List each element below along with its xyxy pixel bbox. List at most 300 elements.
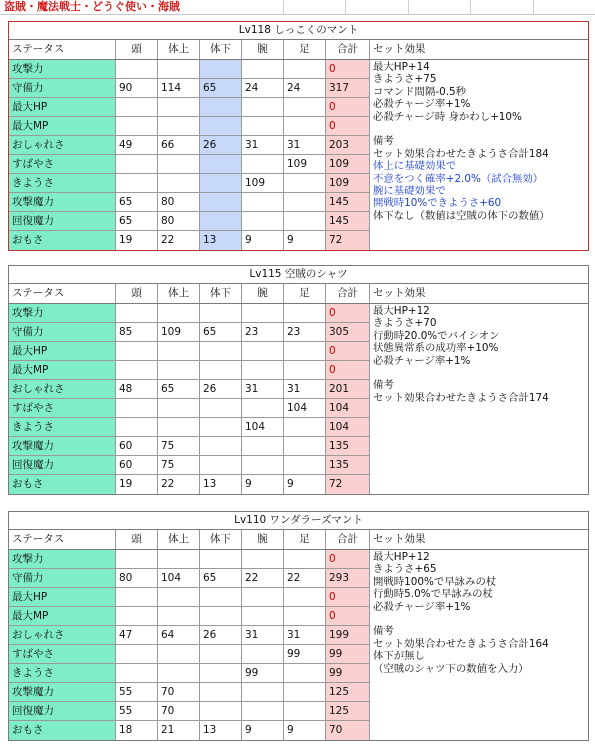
value-cell: 90 [116,79,158,97]
value-cell: 109 [242,174,284,192]
effect-line: 開戦時10%できようさ+60 [373,197,502,210]
value-cell [158,342,200,360]
total-cell: 109 [326,174,370,192]
value-cell: 13 [200,231,242,250]
value-cell [200,193,242,211]
value-cell [200,399,242,417]
value-cell [200,174,242,192]
column-header: 体下 [200,40,242,59]
value-cell: 104 [158,569,200,587]
grid-divider [408,0,409,14]
value-cell: 23 [284,323,326,341]
value-cell [200,155,242,173]
value-cell [284,683,326,701]
effect-line: 開戦時100%で早詠みの杖 [373,575,497,588]
value-cell: 48 [116,380,158,398]
column-header: ステータス [9,530,116,549]
equipment-table [8,265,589,495]
stat-name-cell: 攻撃力 [9,60,116,78]
value-cell [242,683,284,701]
value-cell: 104 [242,418,284,436]
total-cell: 0 [326,361,370,379]
value-cell: 21 [158,721,200,740]
table-row [9,588,370,607]
value-cell [158,588,200,606]
value-cell: 47 [116,626,158,644]
stat-name-cell: 回復魔力 [9,456,116,474]
effect-line: （空賊のシャツ下の数値を入力） [373,662,529,675]
value-cell [242,212,284,230]
value-cell [284,117,326,135]
value-cell [116,607,158,625]
stat-name-cell: 回復魔力 [9,702,116,720]
total-cell: 0 [326,98,370,116]
value-cell: 99 [284,645,326,663]
effect-line: 状態異常系の成功率+10% [373,342,499,355]
table-row [9,98,370,117]
value-cell: 31 [242,380,284,398]
value-cell [158,645,200,663]
value-cell: 26 [200,136,242,154]
value-cell [116,361,158,379]
total-cell: 70 [326,721,370,740]
stat-name-cell: 攻撃魔力 [9,437,116,455]
set-effects-panel [370,60,588,250]
value-cell [284,98,326,116]
value-cell: 85 [116,323,158,341]
column-header-row [9,284,588,304]
value-cell: 31 [284,136,326,154]
value-cell: 31 [284,380,326,398]
total-cell: 72 [326,475,370,494]
value-cell: 65 [116,212,158,230]
value-cell: 80 [116,569,158,587]
table-row [9,342,370,361]
value-cell [284,607,326,625]
value-cell: 9 [242,721,284,740]
value-cell [200,683,242,701]
value-cell [284,174,326,192]
stat-name-cell: 攻撃魔力 [9,193,116,211]
stat-name-cell: きようさ [9,174,116,192]
value-cell [116,664,158,682]
column-header: セット効果 [373,533,426,545]
value-cell [116,588,158,606]
value-cell [200,418,242,436]
total-cell: 203 [326,136,370,154]
effect-line [373,613,585,625]
total-cell: 125 [326,683,370,701]
value-cell: 66 [158,136,200,154]
value-cell: 24 [284,79,326,97]
total-cell: 135 [326,437,370,455]
value-cell [158,304,200,322]
total-cell: 104 [326,418,370,436]
value-cell [116,155,158,173]
value-cell [284,212,326,230]
grid-divider [533,0,534,14]
total-cell: 293 [326,569,370,587]
effect-line: 不意をつく確率+2.0%（試合無効） [373,172,544,185]
effect-line: きようさ+70 [373,317,437,330]
total-cell: 0 [326,342,370,360]
value-cell: 75 [158,437,200,455]
stat-name-cell: おもさ [9,721,116,740]
value-cell [116,418,158,436]
total-cell: 317 [326,79,370,97]
table-row [9,174,370,193]
total-cell: 305 [326,323,370,341]
value-cell [158,361,200,379]
stat-name-cell: 守備力 [9,569,116,587]
table-row [9,60,370,79]
value-cell: 60 [116,456,158,474]
value-cell [242,117,284,135]
value-cell [242,399,284,417]
value-cell: 64 [158,626,200,644]
value-cell [242,304,284,322]
value-cell: 23 [242,323,284,341]
value-cell: 26 [200,626,242,644]
effect-line: きようさ+75 [373,73,437,86]
effect-line: 最大HP+12 [373,305,430,317]
value-cell [200,456,242,474]
value-cell: 13 [200,721,242,740]
table-row [9,683,370,702]
stat-name-cell: おもさ [9,231,116,250]
value-cell: 109 [158,323,200,341]
value-cell [242,456,284,474]
value-cell: 22 [284,569,326,587]
stat-name-cell: きようさ [9,418,116,436]
column-header: 頭 [116,40,158,59]
total-cell: 0 [326,117,370,135]
value-cell [158,98,200,116]
value-cell [242,550,284,568]
table-row [9,212,370,231]
table-row [9,117,370,136]
value-cell: 9 [242,231,284,250]
table-row [9,193,370,212]
stat-name-cell: すばやさ [9,155,116,173]
column-header-row [9,530,588,550]
value-cell [200,98,242,116]
value-cell: 65 [200,323,242,341]
stat-name-cell: 最大MP [9,117,116,135]
value-cell [242,437,284,455]
total-cell: 0 [326,60,370,78]
total-cell: 0 [326,550,370,568]
column-header: セット効果 [373,287,426,299]
value-cell [116,60,158,78]
value-cell [116,98,158,116]
stat-name-cell: きようさ [9,664,116,682]
value-cell: 65 [116,193,158,211]
stat-name-cell: 最大MP [9,361,116,379]
value-cell: 9 [284,721,326,740]
value-cell [158,60,200,78]
column-header: 頭 [116,530,158,549]
value-cell: 31 [242,136,284,154]
effect-line: セット効果合わせたきようさ合計174 [373,391,549,404]
column-header: 腕 [242,40,284,59]
value-cell [158,399,200,417]
effect-line: 体下が無し [373,650,425,663]
table-row [9,456,370,475]
value-cell [158,607,200,625]
stat-name-cell: おしゃれさ [9,626,116,644]
column-header: 腕 [242,530,284,549]
value-cell [284,60,326,78]
value-cell [116,342,158,360]
total-cell: 0 [326,588,370,606]
table-row [9,304,370,323]
value-cell [284,664,326,682]
effect-line: 備考 [373,625,394,638]
stat-name-cell: 最大MP [9,607,116,625]
equipment-table [8,511,589,741]
value-cell [200,212,242,230]
column-header: 合計 [326,40,370,59]
value-cell [200,117,242,135]
value-cell [284,361,326,379]
effect-line: きようさ+65 [373,563,437,576]
value-cell: 104 [284,399,326,417]
value-cell [284,550,326,568]
value-cell [116,174,158,192]
column-header-row [9,40,588,60]
value-cell [200,588,242,606]
value-cell: 19 [116,475,158,494]
total-cell: 99 [326,664,370,682]
value-cell: 55 [116,702,158,720]
value-cell: 24 [242,79,284,97]
table-row [9,361,370,380]
table-row [9,645,370,664]
total-cell: 125 [326,702,370,720]
table-row [9,721,370,740]
value-cell [200,361,242,379]
value-cell: 49 [116,136,158,154]
total-cell: 109 [326,155,370,173]
effect-line: コマンド間隔-0.5秒 [373,85,467,98]
stat-name-cell: 攻撃魔力 [9,683,116,701]
equipment-table [8,21,589,251]
table-row [9,231,370,250]
column-header: 足 [284,40,326,59]
table-row [9,399,370,418]
column-header: 足 [284,530,326,549]
value-cell [284,342,326,360]
stat-name-cell: 守備力 [9,323,116,341]
value-cell: 65 [200,569,242,587]
value-cell [158,418,200,436]
column-header: 体下 [200,284,242,303]
column-header: 体下 [200,530,242,549]
column-header: 合計 [326,530,370,549]
effect-line: 必殺チャージ時 身かわし+10% [373,110,522,123]
value-cell [242,193,284,211]
table-row [9,475,370,494]
total-cell: 135 [326,456,370,474]
value-cell [200,550,242,568]
value-cell [284,588,326,606]
value-cell [242,702,284,720]
table-row [9,664,370,683]
total-cell: 104 [326,399,370,417]
effect-line: 行動時20.0%でバイシオン [373,329,500,342]
stat-name-cell: おもさ [9,475,116,494]
table-row [9,626,370,645]
stat-name-cell: 守備力 [9,79,116,97]
column-header: 腕 [242,284,284,303]
effect-line: 体下なし（数値は空賊の体下の数値） [373,209,550,222]
table-row [9,702,370,721]
table-title: Lv118 しっこくのマント [9,22,588,40]
column-header: 体上 [158,530,200,549]
value-cell: 70 [158,702,200,720]
stat-name-cell: 最大HP [9,98,116,116]
value-cell: 13 [200,475,242,494]
value-cell: 80 [158,193,200,211]
value-cell: 26 [200,380,242,398]
value-cell [200,437,242,455]
value-cell [200,60,242,78]
value-cell [158,117,200,135]
value-cell: 31 [242,626,284,644]
value-cell: 18 [116,721,158,740]
value-cell [284,437,326,455]
value-cell: 9 [284,475,326,494]
column-header: ステータス [9,40,116,59]
value-cell [200,304,242,322]
value-cell [242,155,284,173]
value-cell: 80 [158,212,200,230]
value-cell: 31 [284,626,326,644]
effect-line [373,367,585,379]
value-cell: 60 [116,437,158,455]
value-cell: 55 [116,683,158,701]
table-title: Lv110 ワンダラーズマント [9,512,588,530]
effect-line: 備考 [373,135,394,148]
grid-divider [345,0,346,14]
total-cell: 201 [326,380,370,398]
value-cell: 65 [158,380,200,398]
value-cell [284,193,326,211]
value-cell [116,304,158,322]
value-cell [242,588,284,606]
column-header: セット効果 [373,43,426,55]
effect-line: 腕に基礎効果で [373,185,446,198]
total-cell: 99 [326,645,370,663]
table-row [9,155,370,174]
value-cell [284,456,326,474]
value-cell [200,702,242,720]
table-row [9,323,370,342]
table-row [9,418,370,437]
value-cell [242,342,284,360]
table-row [9,380,370,399]
effect-line [373,123,585,135]
effect-line: 体上に基礎効果で [373,160,457,173]
effect-line: 最大HP+14 [373,61,430,73]
column-header: 体上 [158,40,200,59]
total-cell: 145 [326,193,370,211]
value-cell [116,550,158,568]
column-header: 足 [284,284,326,303]
table-row [9,437,370,456]
stat-name-cell: おしゃれさ [9,380,116,398]
value-cell: 114 [158,79,200,97]
column-header: 体上 [158,284,200,303]
stat-name-cell: 回復魔力 [9,212,116,230]
value-cell [200,607,242,625]
stat-name-cell: すばやさ [9,645,116,663]
value-cell [158,155,200,173]
table-title: Lv115 空賊のシャツ [9,266,588,284]
effect-line: 必殺チャージ率+1% [373,600,471,613]
value-cell [242,98,284,116]
value-cell [200,342,242,360]
value-cell: 65 [200,79,242,97]
stat-name-cell: おしゃれさ [9,136,116,154]
stat-name-cell: 最大HP [9,342,116,360]
value-cell [284,702,326,720]
value-cell [284,304,326,322]
value-cell: 22 [242,569,284,587]
set-effects-panel [370,550,588,740]
value-cell: 99 [242,664,284,682]
set-effects-panel [370,304,588,494]
stat-name-cell: すばやさ [9,399,116,417]
total-cell: 72 [326,231,370,250]
stat-name-cell: 攻撃力 [9,304,116,322]
value-cell [158,174,200,192]
effect-line: セット効果合わせたきようさ合計164 [373,637,549,650]
value-cell: 109 [284,155,326,173]
total-cell: 0 [326,304,370,322]
value-cell: 22 [158,231,200,250]
value-cell [158,550,200,568]
value-cell [116,645,158,663]
table-row [9,79,370,98]
effect-line: 必殺チャージ率+1% [373,98,471,111]
value-cell [200,645,242,663]
total-cell: 199 [326,626,370,644]
value-cell [284,418,326,436]
effect-line: 行動時5.0%で早詠みの杖 [373,588,493,601]
class-list-title: 盗賊・魔法戦士・どうぐ使い・海賊 [4,0,180,13]
value-cell [158,664,200,682]
effect-line: セット効果合わせたきようさ合計184 [373,147,549,160]
effect-line: 備考 [373,379,394,392]
table-row [9,569,370,588]
value-cell: 75 [158,456,200,474]
grid-divider [470,0,471,14]
value-cell: 9 [284,231,326,250]
grid-divider [283,0,284,14]
table-row [9,136,370,155]
stat-name-cell: 最大HP [9,588,116,606]
value-cell [242,361,284,379]
column-header: 頭 [116,284,158,303]
value-cell: 70 [158,683,200,701]
column-header: 合計 [326,284,370,303]
value-cell [242,607,284,625]
column-header: ステータス [9,284,116,303]
total-cell: 0 [326,607,370,625]
value-cell [242,645,284,663]
